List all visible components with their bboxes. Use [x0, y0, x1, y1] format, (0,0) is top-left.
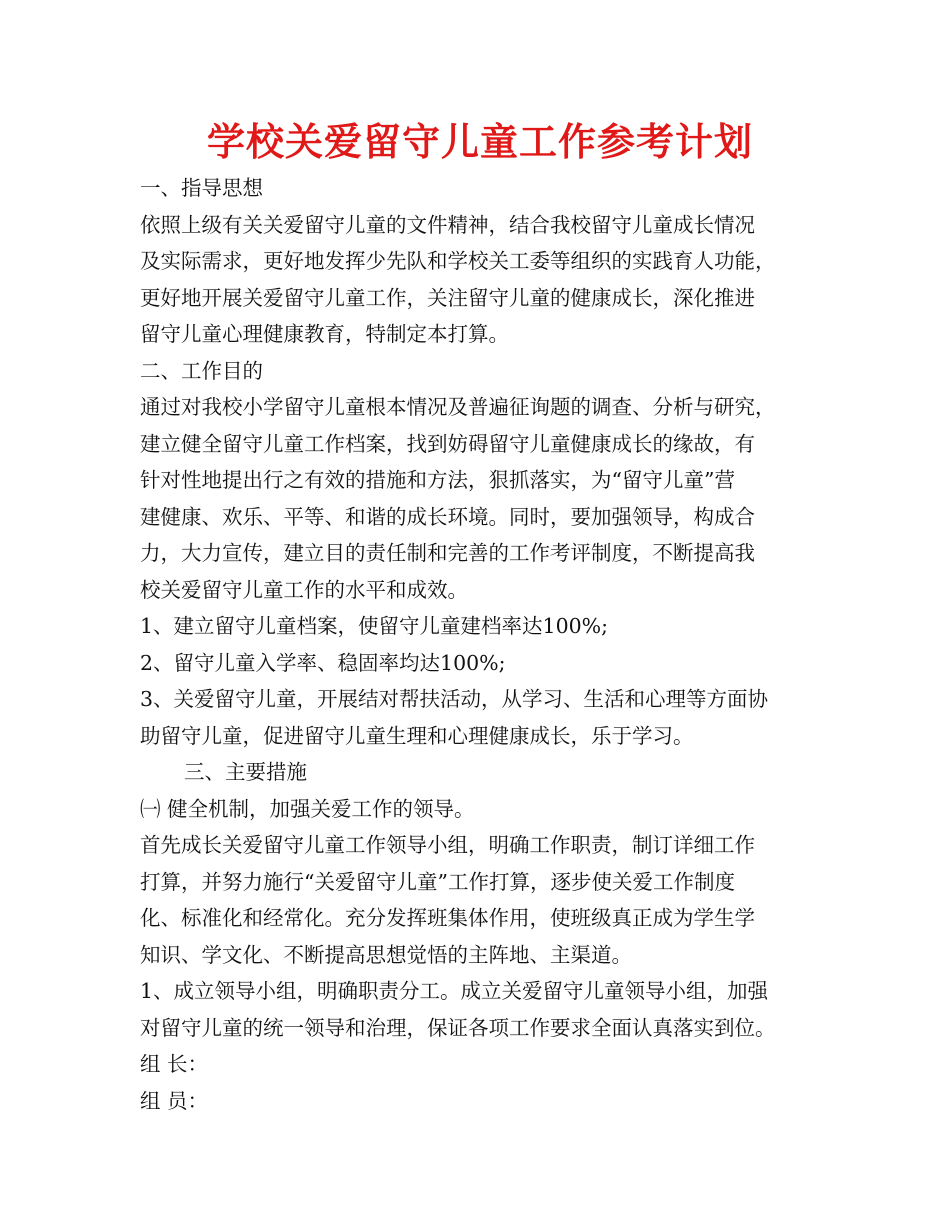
paragraph-line: 校关爱留守儿童工作的水平和成效。: [140, 577, 468, 602]
paragraph-line: 建立健全留守儿童工作档案，找到妨碍留守儿童健康成长的缘故，有: [140, 431, 755, 456]
paragraph-line: 打算，并努力施行“关爱留守儿童”工作打算，逐步使关爱工作制度: [140, 869, 735, 894]
paragraph-line: 依照上级有关关爱留守儿童的文件精神，结合我校留守儿童成长情况: [140, 212, 755, 237]
list-item: 3、关爱留守儿童，开展结对帮扶活动，从学习、生活和心理等方面协: [140, 687, 769, 711]
list-item: 1、成立领导小组，明确职责分工。成立关爱留守儿童领导小组，加强: [140, 979, 769, 1003]
section-heading: 二、工作目的: [140, 358, 263, 383]
paragraph-line: 针对性地提出行之有效的措施和方法，狠抓落实，为“留守儿童”营: [140, 468, 735, 492]
paragraph-line: 力，大力宣传，建立目的责任制和完善的工作考评制度，不断提高我: [140, 541, 755, 565]
paragraph-line: 化、标准化和经常化。充分发挥班集体作用，使班级真正成为学生学: [140, 906, 755, 930]
document-title: 学校关爱留守儿童工作参考计划: [206, 120, 753, 164]
paragraph-line: 建健康、欢乐、平等、和谐的成长环境。同时，要加强领导，构成合: [140, 504, 755, 529]
section-heading: 三、主要措施: [184, 760, 307, 784]
paragraph-line: 及实际需求，更好地发挥少先队和学校关工委等组织的实践育人功能，: [140, 249, 776, 273]
list-item: 2、留守儿童入学率、稳固率均达100%;: [140, 650, 506, 675]
paragraph-line: 更好地开展关爱留守儿童工作，关注留守儿童的健康成长，深化推进: [140, 285, 755, 310]
paragraph-line: 通过对我校小学留守儿童根本情况及普遍征询题的调查、分析与研究，: [140, 395, 776, 419]
paragraph-line: 首先成长关爱留守儿童工作领导小组，明确工作职责，制订详细工作: [140, 833, 755, 857]
list-item: 助留守儿童，促进留守儿童生理和心理健康成长，乐于学习。: [140, 723, 694, 748]
section-heading: 一、指导思想: [140, 176, 263, 200]
list-item: 1、建立留守儿童档案，使留守儿童建档率达100%;: [140, 614, 609, 638]
list-item: 对留守儿童的统一领导和治理，保证各项工作要求全面认真落实到位。: [140, 1015, 776, 1040]
document-body: [140, 170, 830, 1119]
paragraph-line: 留守儿童心理健康教育，特制定本打算。: [140, 322, 509, 346]
subsection-heading: ㈠ 健全机制，加强关爱工作的领导。: [140, 796, 475, 821]
paragraph-line: 知识、学文化、不断提高思想觉悟的主阵地、主渠道。: [140, 942, 632, 967]
field-group-members: 组 员：: [140, 1088, 209, 1113]
field-group-leader: 组 长：: [140, 1052, 209, 1076]
